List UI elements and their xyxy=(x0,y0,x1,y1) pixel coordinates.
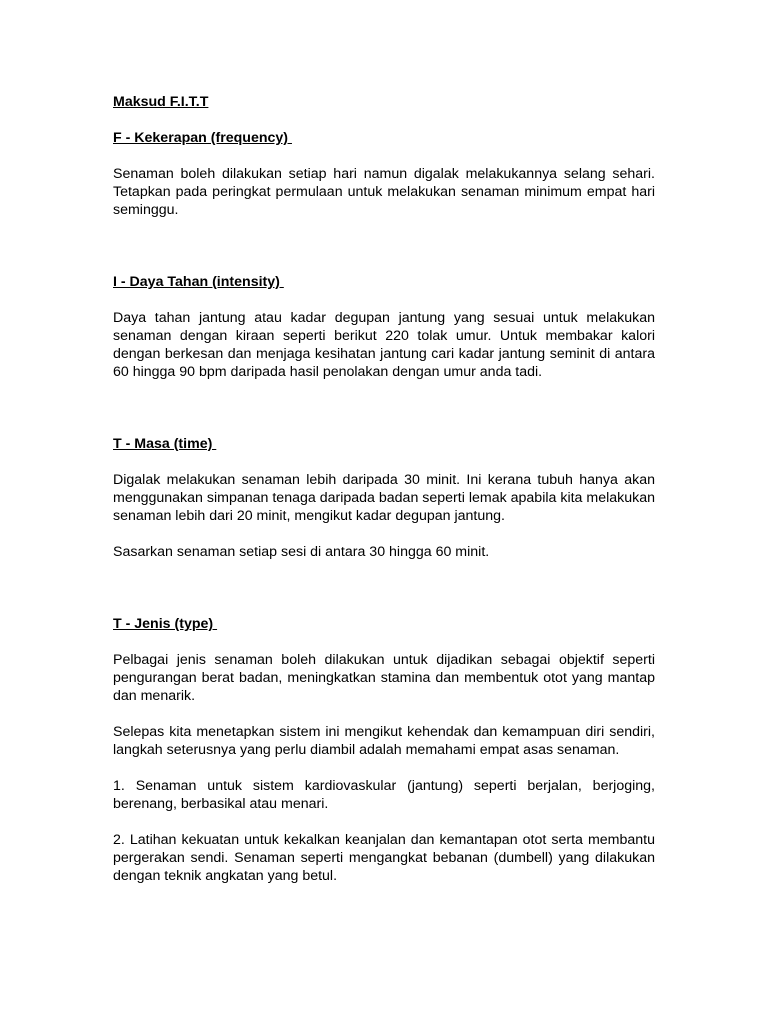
spacer xyxy=(113,759,655,777)
section-heading-type: T - Jenis (type) xyxy=(113,616,218,632)
paragraph-type-3: 1. Senaman untuk sistem kardiovaskular (jantung) seperti berjalan, berjoging, berenang, berbasikal atau menari. xyxy=(113,778,655,812)
paragraph-type-2: Selepas kita menetapkan sistem ini mengikut kehendak dan kemampuan diri sendiri, langkah seterusnya yang perlu diambil adalah memahami empat asas senaman. xyxy=(113,724,655,758)
section-heading-intensity: I - Daya Tahan (intensity) xyxy=(113,274,284,290)
section-heading-time: T - Masa (time) xyxy=(113,436,217,452)
paragraph-type-4: 2. Latihan kekuatan untuk kekalkan keanjalan dan kemantapan otot serta membantu pergerakan sendi. Senaman seperti mengangkat bebanan (dumbell) yang dilakukan dengan teknik angkatan yang betul. xyxy=(113,832,655,884)
spacer xyxy=(113,633,655,651)
paragraph-intensity: Daya tahan jantung atau kadar degupan jantung yang sesuai untuk melakukan senaman dengan kiraan seperti berikut 220 tolak umur. Untuk membakar kalori dengan berkesan dan menjaga kesihatan jantung cari kadar jantung seminit di antara 60 hingga 90 bpm daripada hasil penolakan dengan umur anda tadi. xyxy=(113,310,655,380)
paragraph-type-1: Pelbagai jenis senaman boleh dilakukan untuk dijadikan sebagai objektif seperti pengurangan berat badan, meningkatkan stamina dan membentuk otot yang mantap dan menarik. xyxy=(113,652,655,704)
document-title: Maksud F.I.T.T xyxy=(113,94,209,110)
spacer xyxy=(113,813,655,831)
section-heading-frequency: F - Kekerapan (frequency) xyxy=(113,130,292,146)
spacer xyxy=(113,561,655,615)
spacer xyxy=(113,525,655,543)
spacer xyxy=(113,219,655,273)
paragraph-frequency: Senaman boleh dilakukan setiap hari namun digalak melakukannya selang sehari. Tetapkan pada peringkat permulaan untuk melakukan senaman minimum empat hari seminggu. xyxy=(113,166,655,218)
spacer xyxy=(113,381,655,435)
spacer xyxy=(113,147,655,165)
spacer xyxy=(113,705,655,723)
spacer xyxy=(113,111,655,129)
spacer xyxy=(113,453,655,471)
document-page xyxy=(113,93,655,885)
paragraph-time-1: Digalak melakukan senaman lebih daripada 30 minit. Ini kerana tubuh hanya akan menggunakan simpanan tenaga daripada badan seperti lemak apabila kita melakukan senaman lebih dari 20 minit, mengikut kadar degupan jantung. xyxy=(113,472,655,524)
spacer xyxy=(113,291,655,309)
paragraph-time-2: Sasarkan senaman setiap sesi di antara 30 hingga 60 minit. xyxy=(113,544,490,560)
